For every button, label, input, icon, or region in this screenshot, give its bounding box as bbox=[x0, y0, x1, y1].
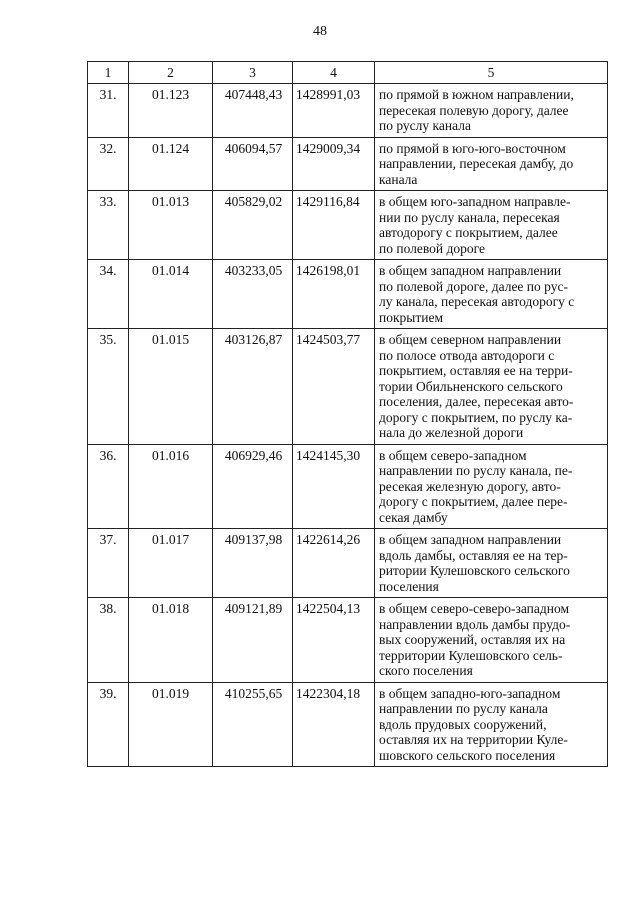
description-line: лу канала, пересекая автодорогу с bbox=[379, 294, 575, 309]
description-line: дорогу с покрытием, далее пере- bbox=[379, 494, 568, 509]
description-line: в общем западно-юго-западном bbox=[379, 685, 561, 701]
description-line: ритории Кулешовского сельского bbox=[379, 563, 570, 578]
row-number: 36. bbox=[88, 444, 129, 529]
coordinate-y: 1429116,84 bbox=[293, 191, 375, 260]
column-header-3: 3 bbox=[213, 62, 293, 84]
description-line: дорогу с покрытием, по руслу ка- bbox=[379, 409, 573, 425]
point-code: 01.013 bbox=[129, 191, 213, 260]
description-line: оставляя их на территории Куле- bbox=[379, 732, 568, 747]
description-line: вдоль дамбы, оставляя ее на тер- bbox=[379, 547, 568, 563]
description-line: автодорогу с покрытием, далее bbox=[379, 225, 558, 240]
description-line: в общем юго-западном направле- bbox=[379, 194, 571, 209]
description-line: направлении по руслу канала, пе- bbox=[379, 463, 573, 478]
description-text bbox=[375, 686, 607, 764]
table-row bbox=[88, 137, 608, 191]
table-row bbox=[88, 444, 608, 529]
description-line: вых сооружений, оставляя их на bbox=[379, 632, 566, 647]
point-code: 01.015 bbox=[129, 329, 213, 445]
boundary-description bbox=[375, 329, 608, 445]
coordinate-y: 1428991,03 bbox=[293, 84, 375, 138]
description-line: пересекая полевую дорогу, далее bbox=[379, 102, 569, 118]
description-line: нала до железной дороги bbox=[379, 425, 524, 440]
coordinate-y: 1424145,30 bbox=[293, 444, 375, 529]
description-line: в общем западном направлении bbox=[379, 532, 562, 547]
row-number: 34. bbox=[88, 260, 129, 329]
description-line: по полосе отвода автодороги с bbox=[379, 347, 555, 363]
coordinate-x: 405829,02 bbox=[213, 191, 293, 260]
row-number: 33. bbox=[88, 191, 129, 260]
coordinate-x: 406094,57 bbox=[213, 137, 293, 191]
boundary-description bbox=[375, 444, 608, 529]
boundary-description bbox=[375, 191, 608, 260]
boundary-description bbox=[375, 260, 608, 329]
row-number: 31. bbox=[88, 84, 129, 138]
table-row bbox=[88, 598, 608, 683]
point-code: 01.017 bbox=[129, 529, 213, 598]
description-line: в общем северо-западном bbox=[379, 447, 527, 463]
description-line: направлении вдоль дамбы прудо- bbox=[379, 616, 571, 632]
row-number: 32. bbox=[88, 137, 129, 191]
description-line: покрытием bbox=[379, 309, 444, 325]
coordinate-x: 407448,43 bbox=[213, 84, 293, 138]
boundary-description bbox=[375, 682, 608, 767]
description-text bbox=[375, 332, 607, 441]
description-text bbox=[375, 87, 607, 134]
table-row bbox=[88, 84, 608, 138]
description-line: секая дамбу bbox=[379, 509, 448, 525]
coordinate-x: 409137,98 bbox=[213, 529, 293, 598]
table-header-row bbox=[88, 62, 608, 84]
description-line: вдоль прудовых сооружений, bbox=[379, 716, 547, 732]
description-line: по руслу канала bbox=[379, 118, 471, 133]
description-text bbox=[375, 263, 607, 325]
description-text bbox=[375, 532, 607, 594]
row-number: 39. bbox=[88, 682, 129, 767]
description-line: канала bbox=[379, 171, 418, 187]
boundary-coordinates-table bbox=[87, 61, 608, 767]
description-line: по полевой дороге, далее по рус- bbox=[379, 278, 568, 294]
description-line: по полевой дороге bbox=[379, 240, 485, 256]
point-code: 01.019 bbox=[129, 682, 213, 767]
coordinate-y: 1422614,26 bbox=[293, 529, 375, 598]
description-line: в общем западном направлении bbox=[379, 263, 562, 278]
table-row bbox=[88, 260, 608, 329]
description-line: в общем северном направлении bbox=[379, 332, 562, 347]
row-number: 38. bbox=[88, 598, 129, 683]
description-line: нии по руслу канала, пересекая bbox=[379, 209, 560, 225]
column-header-1: 1 bbox=[88, 62, 129, 84]
description-line: тории Обильненского сельского bbox=[379, 378, 563, 394]
description-line: направлении по руслу канала bbox=[379, 701, 548, 716]
description-line: территории Кулешовского сель- bbox=[379, 647, 563, 663]
coordinate-y: 1424503,77 bbox=[293, 329, 375, 445]
table-body bbox=[88, 84, 608, 767]
coordinate-y: 1422304,18 bbox=[293, 682, 375, 767]
table-row bbox=[88, 529, 608, 598]
boundary-description bbox=[375, 84, 608, 138]
row-number: 35. bbox=[88, 329, 129, 445]
coordinate-x: 410255,65 bbox=[213, 682, 293, 767]
column-header-2: 2 bbox=[129, 62, 213, 84]
point-code: 01.018 bbox=[129, 598, 213, 683]
description-text bbox=[375, 194, 607, 256]
table-row bbox=[88, 682, 608, 767]
coordinate-y: 1426198,01 bbox=[293, 260, 375, 329]
boundary-description bbox=[375, 529, 608, 598]
description-text bbox=[375, 448, 607, 526]
table-row bbox=[88, 191, 608, 260]
coordinate-y: 1422504,13 bbox=[293, 598, 375, 683]
boundary-description bbox=[375, 598, 608, 683]
row-number: 37. bbox=[88, 529, 129, 598]
description-line: ского поселения bbox=[379, 663, 473, 678]
point-code: 01.124 bbox=[129, 137, 213, 191]
description-line: поселения bbox=[379, 578, 439, 594]
description-line: шовского сельского поселения bbox=[379, 747, 556, 763]
point-code: 01.014 bbox=[129, 260, 213, 329]
description-text bbox=[375, 601, 607, 679]
description-line: направлении, пересекая дамбу, до bbox=[379, 156, 574, 171]
coordinate-x: 403233,05 bbox=[213, 260, 293, 329]
description-line: по прямой в южном направлении, bbox=[379, 87, 574, 102]
description-text bbox=[375, 141, 607, 188]
coordinate-x: 406929,46 bbox=[213, 444, 293, 529]
description-line: в общем северо-северо-западном bbox=[379, 601, 570, 616]
description-line: покрытием, оставляя ее на терри- bbox=[379, 363, 573, 378]
boundary-description bbox=[375, 137, 608, 191]
table-row bbox=[88, 329, 608, 445]
description-line: поселения, далее, пересекая авто- bbox=[379, 394, 574, 409]
point-code: 01.123 bbox=[129, 84, 213, 138]
column-header-4: 4 bbox=[293, 62, 375, 84]
coordinate-x: 409121,89 bbox=[213, 598, 293, 683]
page-number: 48 bbox=[313, 24, 327, 39]
description-line: ресекая железную дорогу, авто- bbox=[379, 478, 561, 494]
description-line: по прямой в юго-юго-восточном bbox=[379, 140, 566, 156]
point-code: 01.016 bbox=[129, 444, 213, 529]
coordinate-x: 403126,87 bbox=[213, 329, 293, 445]
column-header-5: 5 bbox=[375, 62, 608, 84]
coordinate-y: 1429009,34 bbox=[293, 137, 375, 191]
